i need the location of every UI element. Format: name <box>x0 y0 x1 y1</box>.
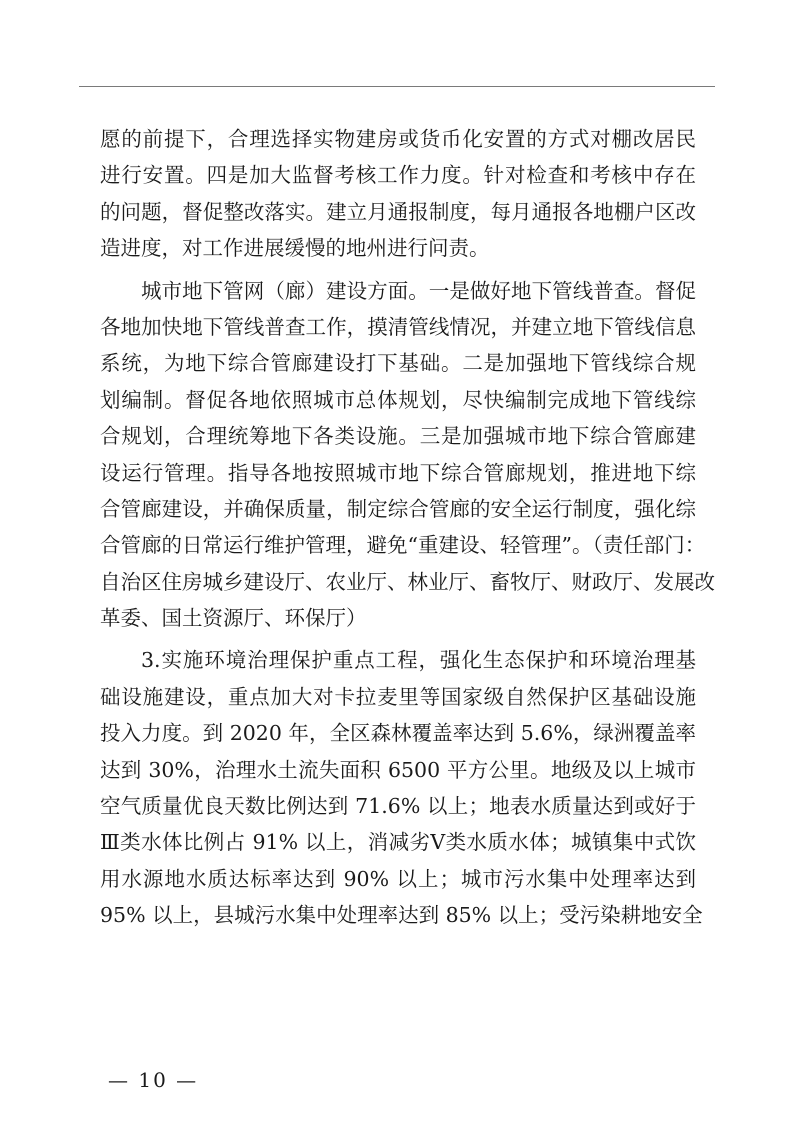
page-number: — 10 — <box>108 1068 199 1092</box>
text-line: Ⅲ类水体比例占 91% 以上，消减劣Ⅴ类水质水体；城镇集中式饮 <box>100 830 696 855</box>
text-line: 进行安置。四是加大监督考核工作力度。针对检查和考核中存在 <box>100 163 696 188</box>
text-line: 系统，为地下综合管廊建设打下基础。二是加强地下管线综合规 <box>100 351 696 376</box>
text-line: 合管廊的日常运行维护管理，避免“重建设、轻管理”。（责任部门： <box>100 533 706 558</box>
text-line: 城市地下管网（廊）建设方面。一是做好地下管线普查。督促 <box>141 278 696 303</box>
text-line: 各地加快地下管线普查工作，摸清管线情况，并建立地下管线信息 <box>100 314 696 339</box>
text-line: 设运行管理。指导各地按照城市地下综合管廊规划，推进地下综 <box>100 460 696 485</box>
paragraph-2 <box>100 273 715 637</box>
text-line: 造进度，对工作进展缓慢的地州进行问责。 <box>100 236 490 261</box>
text-line: 革委、国土资源厅、环保厅） <box>100 606 367 631</box>
document-body <box>100 121 715 934</box>
text-line: 空气质量优良天数比例达到 71.6% 以上；地表水质量达到或好于 <box>100 794 696 819</box>
text-line: 自治区住房城乡建设厅、农业厅、林业厅、畜牧厅、财政厅、发展改 <box>100 569 715 594</box>
text-line: 合规划，合理统筹地下各类设施。三是加强城市地下综合管廊建 <box>100 424 696 449</box>
text-line: 用水源地水质达标率达到 90% 以上；城市污水集中处理率达到 <box>100 866 696 891</box>
text-line: 投入力度。到 2020 年，全区森林覆盖率达到 5.6%，绿洲覆盖率 <box>100 721 696 746</box>
header-rule <box>79 86 715 87</box>
text-line: 础设施建设，重点加大对卡拉麦里等国家级自然保护区基础设施 <box>100 684 696 709</box>
text-line: 愿的前提下，合理选择实物建房或货币化安置的方式对棚改居民 <box>100 127 696 151</box>
paragraph-3 <box>100 642 703 933</box>
text-line: 合管廊建设，并确保质量，制定综合管廊的安全运行制度，强化综 <box>100 496 696 521</box>
paragraph-1 <box>100 121 696 267</box>
text-line: 95% 以上，县城污水集中处理率达到 85% 以上；受污染耕地安全 <box>100 903 703 928</box>
text-line: 达到 30%，治理水土流失面积 6500 平方公里。地级及以上城市 <box>100 757 696 782</box>
text-line: 3.实施环境治理保护重点工程，强化生态保护和环境治理基 <box>141 648 696 673</box>
text-line: 的问题，督促整改落实。建立月通报制度，每月通报各地棚户区改 <box>100 199 696 224</box>
text-line: 划编制。督促各地依照城市总体规划，尽快编制完成地下管线综 <box>100 387 696 412</box>
